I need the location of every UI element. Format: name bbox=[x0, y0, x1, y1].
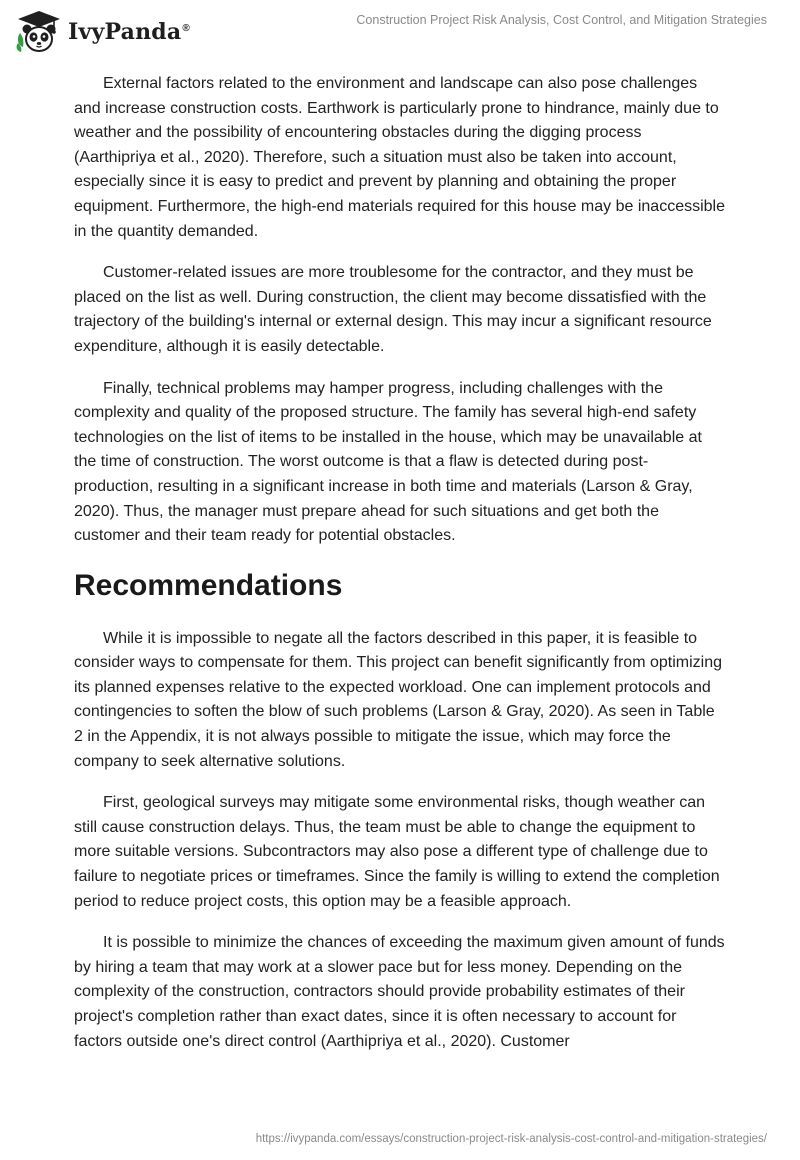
section-heading-recommendations: Recommendations bbox=[74, 568, 343, 602]
document-title: Construction Project Risk Analysis, Cost Control, and Mitigation Strategies bbox=[356, 13, 767, 27]
registered-mark: ® bbox=[182, 22, 190, 34]
paragraph-customer-issues: Customer-related issues are more troublesome for the contractor, and they must be placed on the list as well. During construction, the client may become dissatisfied with the trajectory of the building's internal or external design. This may incur a significant resource expenditure, although it is easily detectable. bbox=[74, 264, 712, 355]
paragraph-minimize-funds: It is possible to minimize the chances of exceeding the maximum given amount of funds by hiring a team that may work at a slower pace but for less money. Depending on the complexity of the construction, contractors should provide probability estimates of their project's completion rather than exact dates, since it is often necessary to account for factors outside one's direct control (Aarthipriya et al., 2020). Customer bbox=[74, 934, 725, 1050]
ivypanda-logo[interactable] bbox=[14, 8, 190, 56]
page-header bbox=[0, 0, 800, 60]
source-url[interactable]: https://ivypanda.com/essays/construction-project-risk-analysis-cost-control-and-mitigation-strategies/ bbox=[255, 1133, 767, 1145]
paragraph-geological-surveys: First, geological surveys may mitigate some environmental risks, though weather can still cause construction delays. Thus, the team must be able to change the equipment to more suitable versions. Subcontractors may also pose a different type of challenge due to failure to negotiate prices or timeframes. Since the family is willing to extend the completion period to reduce project costs, this option may be a feasible approach. bbox=[74, 794, 720, 910]
brand-name: IvyPanda® bbox=[68, 19, 190, 45]
panda-graduate-icon bbox=[14, 9, 64, 55]
paragraph-external-factors: External factors related to the environment and landscape can also pose challenges and increase construction costs. Earthwork is particularly prone to hindrance, mainly due to weather and the possibility of encountering obstacles during the digging process (Aarthipriya et al., 2020). Therefore, such a situation must also be taken into account, especially since it is easy to predict and prevent by planning and obtaining the proper equipment. Furthermore, the high-end materials required for this house may be inaccessible in the quantity demanded. bbox=[74, 75, 725, 240]
paragraph-technical-problems: Finally, technical problems may hamper progress, including challenges with the complexity and quality of the proposed structure. The family has several high-end safety technologies on the list of items to be installed in the house, which may be unavailable at the time of construction. The worst outcome is that a flaw is detected during post-production, resulting in a significant increase in both time and materials (Larson & Gray, 2020). Thus, the manager must prepare ahead for such situations and get both the customer and their team ready for potential obstacles. bbox=[74, 379, 702, 545]
essay-body bbox=[74, 72, 726, 1071]
paragraph-recommendations-intro: While it is impossible to negate all the factors described in this paper, it is feasible to consider ways to compensate for them. This project can benefit significantly from optimizing its planned expenses relative to the expected workload. One can implement protocols and contingencies to soften the blow of such problems (Larson & Gray, 2020). As seen in Table 2 in the Appendix, it is not always possible to mitigate the issue, which may force the company to seek alternative solutions. bbox=[74, 629, 722, 770]
